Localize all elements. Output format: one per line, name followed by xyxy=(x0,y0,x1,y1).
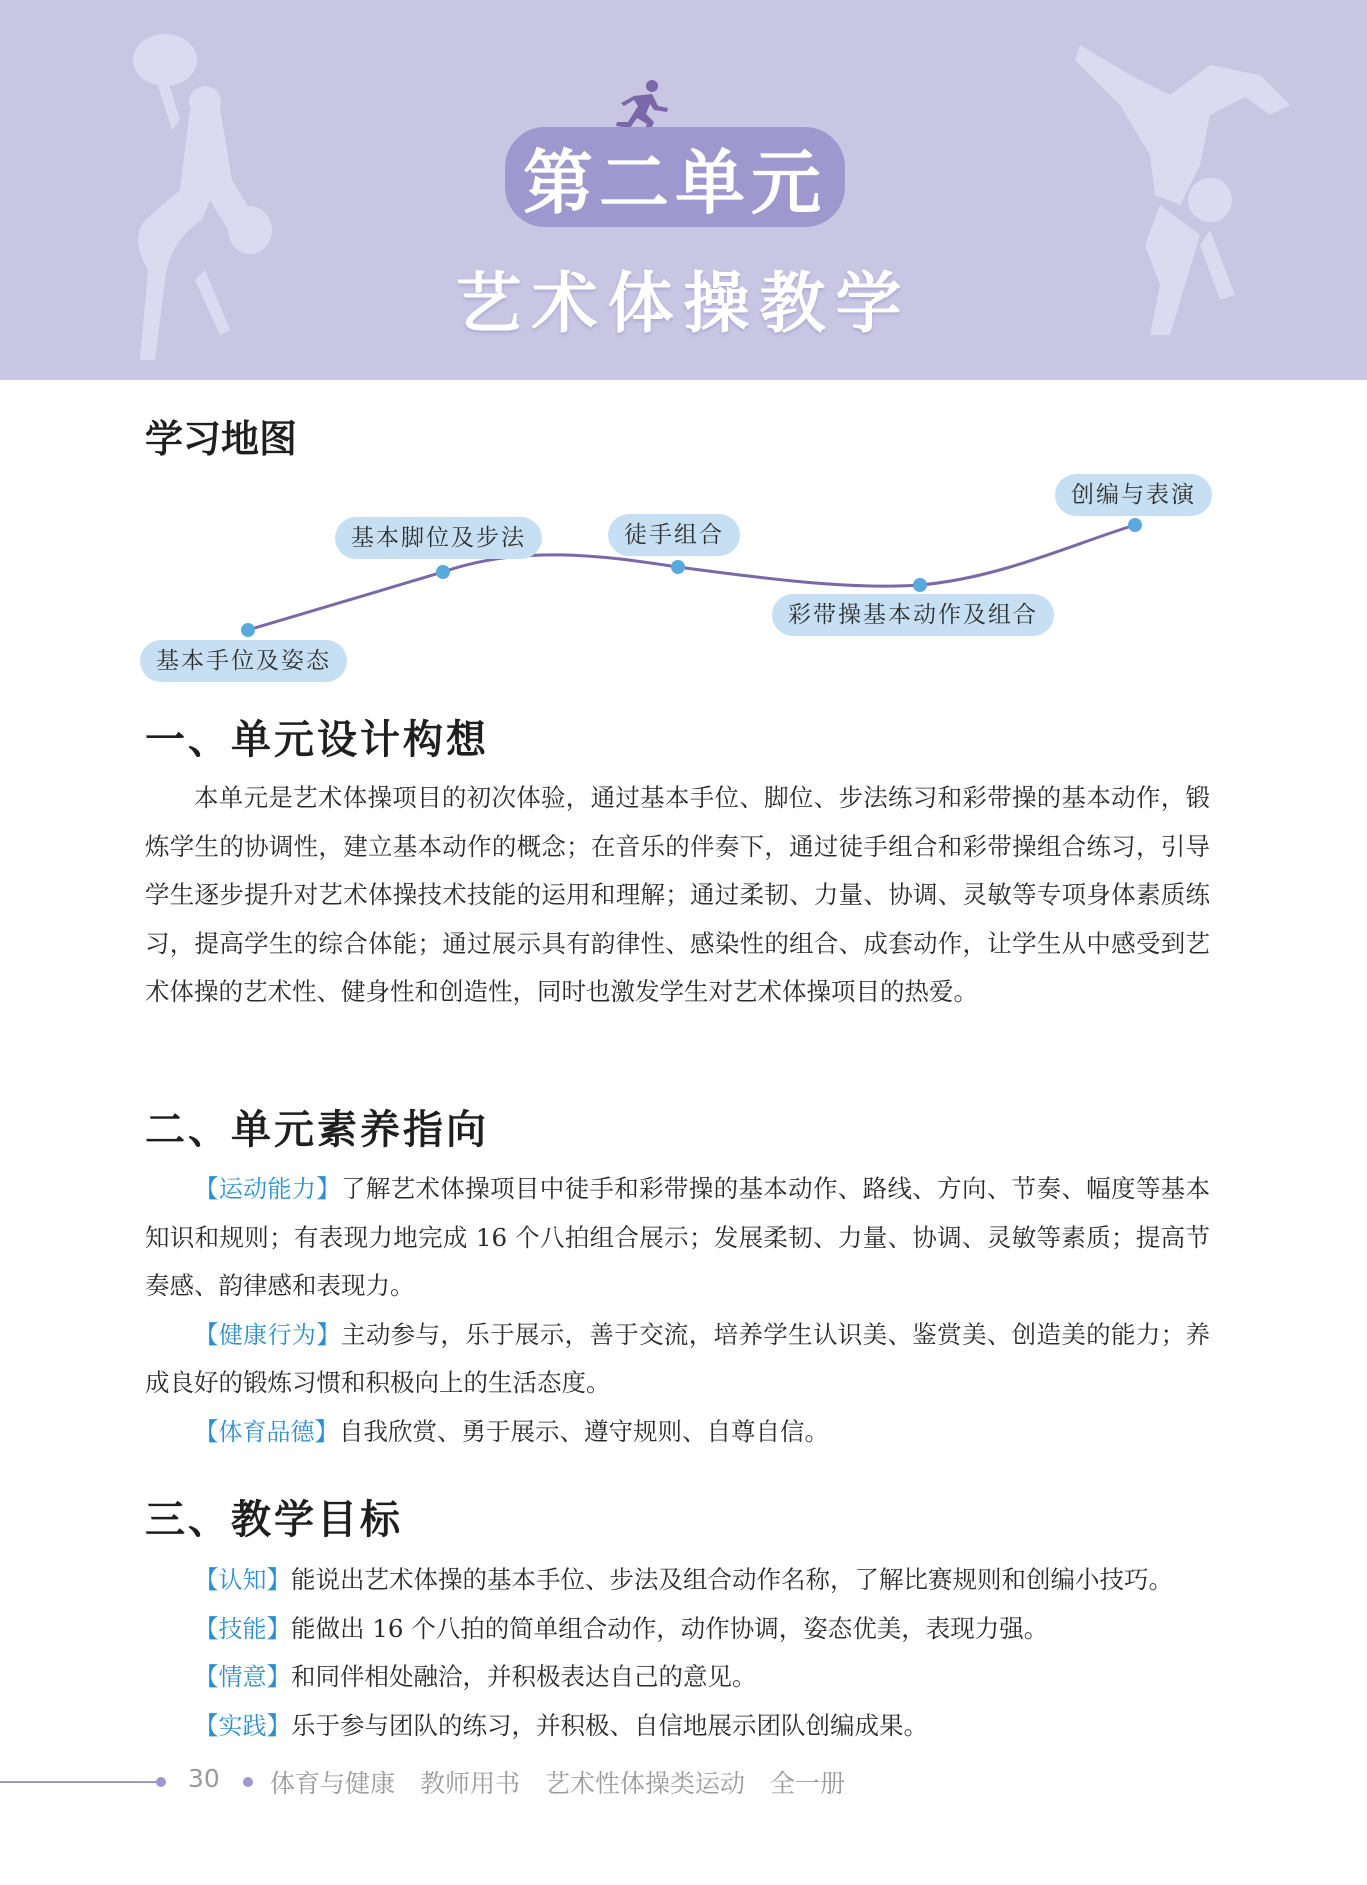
map-stop-label: 创编与表演 xyxy=(1055,474,1212,516)
literacy-tag: 运动能力 xyxy=(218,1175,317,1203)
section-title: 三、教学目标 xyxy=(145,1496,403,1543)
book-title: 体育与健康 教师用书 艺术性体操类运动 全一册 xyxy=(270,1769,846,1798)
literacy-item: 【运动能力】了解艺术体操项目中徒手和彩带操的基本动作、路线、方向、节奏、幅度等基本知识和规则；有表现力地完成 16 个八拍组合展示；发展柔韧、力量、协调、灵敏等素质；提高节奏感、韵律感和表现力。 xyxy=(145,1174,1211,1300)
map-node xyxy=(913,578,927,592)
literacy-text: 主动参与，乐于展示，善于交流，培养学生认识美、鉴赏美、创造美的能力；养成良好的锻炼习惯和积极向上的生活态度。 xyxy=(145,1319,1211,1397)
learning-map xyxy=(0,460,1367,700)
objective-item: 【情意】和同伴相处融洽，并积极表达自己的意见。 xyxy=(194,1662,757,1691)
page-number: 30 xyxy=(188,1764,220,1793)
map-node xyxy=(1128,518,1142,532)
section-paragraph xyxy=(145,1556,1210,1750)
map-stop-label: 彩带操基本动作及组合 xyxy=(772,594,1054,636)
literacy-tag: 体育品德 xyxy=(218,1417,315,1446)
map-stop-label: 基本脚位及步法 xyxy=(335,517,542,559)
objective-text: 能做出 16 个八拍的简单组合动作，动作协调，姿态优美，表现力强。 xyxy=(291,1613,1049,1643)
section-paragraph xyxy=(145,774,1210,1017)
footer-rule xyxy=(0,1781,158,1783)
objective-text: 乐于参与团队的练习，并积极、自信地展示团队创编成果。 xyxy=(291,1710,928,1740)
map-node xyxy=(436,565,450,579)
literacy-text: 自我欣赏、勇于展示、遵守规则、自尊自信。 xyxy=(339,1416,829,1446)
objective-tag: 认知 xyxy=(218,1566,267,1594)
section-title: 一、单元设计构想 xyxy=(145,716,489,763)
learning-map-heading: 学习地图 xyxy=(145,416,298,461)
literacy-item: 【体育品德】自我欣赏、勇于展示、遵守规则、自尊自信。 xyxy=(194,1416,829,1446)
page-footer xyxy=(0,1762,1367,1802)
objective-tag: 实践 xyxy=(218,1711,267,1740)
objective-item: 【实践】乐于参与团队的练习，并积极、自信地展示团队创编成果。 xyxy=(194,1710,928,1740)
literacy-item: 【健康行为】主动参与，乐于展示，善于交流，培养学生认识美、鉴赏美、创造美的能力；养成良好的锻炼习惯和积极向上的生活态度。 xyxy=(145,1319,1211,1397)
footer-dot xyxy=(243,1777,253,1787)
section-paragraph xyxy=(145,1165,1210,1456)
section1-text: 本单元是艺术体操项目的初次体验，通过基本手位、脚位、步法练习和彩带操的基本动作，锻炼学生的协调性，建立基本动作的概念；在音乐的伴奏下，通过徒手组合和彩带操组合练习，引导学生逐步提升对艺术体操技术技能的运用和理解；通过柔韧、力量、协调、灵敏等专项身体素质练习，提高学生的综合体能；通过展示具有韵律性、感染性的组合、成套动作，让学生从中感受到艺术体操的艺术性、健身性和创造性，同时也激发学生对艺术体操项目的热爱。 xyxy=(145,783,1210,1006)
map-stop-label: 基本手位及姿态 xyxy=(140,640,347,682)
map-node xyxy=(671,560,685,574)
literacy-text: 了解艺术体操项目中徒手和彩带操的基本动作、路线、方向、节奏、幅度等基本知识和规则；有表现力地完成 16 个八拍组合展示；发展柔韧、力量、协调、灵敏等素质；提高节奏感、韵律感和表现力。 xyxy=(145,1174,1211,1300)
objective-text: 和同伴相处融洽，并积极表达自己的意见。 xyxy=(291,1662,757,1691)
map-stop-label: 徒手组合 xyxy=(608,514,740,556)
objective-text: 能说出艺术体操的基本手位、步法及组合动作名称，了解比赛规则和创编小技巧。 xyxy=(291,1565,1173,1594)
unit-number-badge: 第二单元 xyxy=(505,127,845,227)
map-node xyxy=(241,623,255,637)
unit-banner xyxy=(0,0,1367,380)
unit-title: 艺术体操教学 xyxy=(455,265,912,342)
objective-tag: 情意 xyxy=(218,1663,267,1691)
objective-item: 【认知】能说出艺术体操的基本手位、步法及组合动作名称，了解比赛规则和创编小技巧。 xyxy=(194,1565,1173,1594)
footer-dot xyxy=(156,1777,166,1787)
section-title: 二、单元素养指向 xyxy=(145,1106,489,1153)
objective-tag: 技能 xyxy=(218,1614,267,1643)
objective-item: 【技能】能做出 16 个八拍的简单组合动作，动作协调，姿态优美，表现力强。 xyxy=(194,1613,1049,1643)
literacy-tag: 健康行为 xyxy=(218,1320,317,1349)
